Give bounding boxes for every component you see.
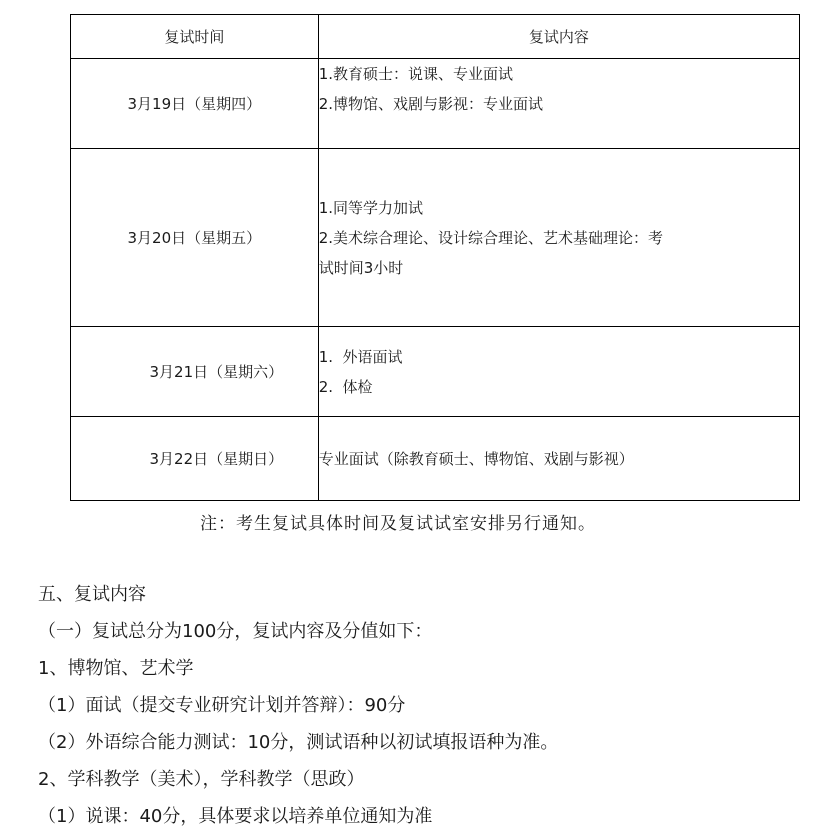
table-row xyxy=(71,417,800,501)
paragraph: （1）说课：40分，具体要求以培养单位通知为准 xyxy=(38,806,433,827)
content-line: 2. 体检 xyxy=(318,377,373,396)
content-line: 1. 外语面试 xyxy=(318,347,403,366)
header-content: 复试内容 xyxy=(318,15,799,59)
content-line: 1.教育硕士：说课、专业面试 xyxy=(318,65,514,83)
paragraph: 2、学科教学（美术），学科教学（思政） xyxy=(38,769,365,790)
section-body xyxy=(38,576,558,835)
row-content xyxy=(318,327,799,417)
table-row xyxy=(71,149,800,327)
row-date: 3月21日（星期六） xyxy=(71,327,319,417)
content-line: 1.同等学力加试 xyxy=(318,198,423,217)
row-date: 3月22日（星期日） xyxy=(71,417,319,501)
row-date: 3月20日（星期五） xyxy=(71,149,319,327)
content-line: 2.美术综合理论、设计综合理论、艺术基础理论：考 xyxy=(318,228,664,247)
paragraph: （一）复试总分为100分，复试内容及分值如下： xyxy=(38,621,433,642)
paragraph: 1、博物馆、艺术学 xyxy=(38,658,194,679)
schedule-table xyxy=(70,14,800,501)
content-line: 试时间3小时 xyxy=(318,258,404,277)
table-header-row xyxy=(71,15,800,59)
row-content xyxy=(318,417,799,501)
row-content xyxy=(318,149,799,327)
row-content xyxy=(318,59,799,149)
row-date: 3月19日（星期四） xyxy=(71,59,319,149)
paragraph: （1）面试（提交专业研究计划并答辩）：90分 xyxy=(38,695,406,716)
paragraph: （2）外语综合能力测试：10分，测试语种以初试填报语种为准。 xyxy=(38,732,559,753)
table-row xyxy=(71,59,800,149)
schedule-note: 注：考生复试具体时间及复试试室安排另行通知。 xyxy=(200,514,596,534)
content-line: 专业面试（除教育硕士、博物馆、戏剧与影视） xyxy=(318,449,634,468)
content-line: 2.博物馆、戏剧与影视：专业面试 xyxy=(318,95,544,113)
header-date: 复试时间 xyxy=(71,15,319,59)
section-heading: 五、复试内容 xyxy=(38,584,146,605)
table-row xyxy=(71,327,800,417)
